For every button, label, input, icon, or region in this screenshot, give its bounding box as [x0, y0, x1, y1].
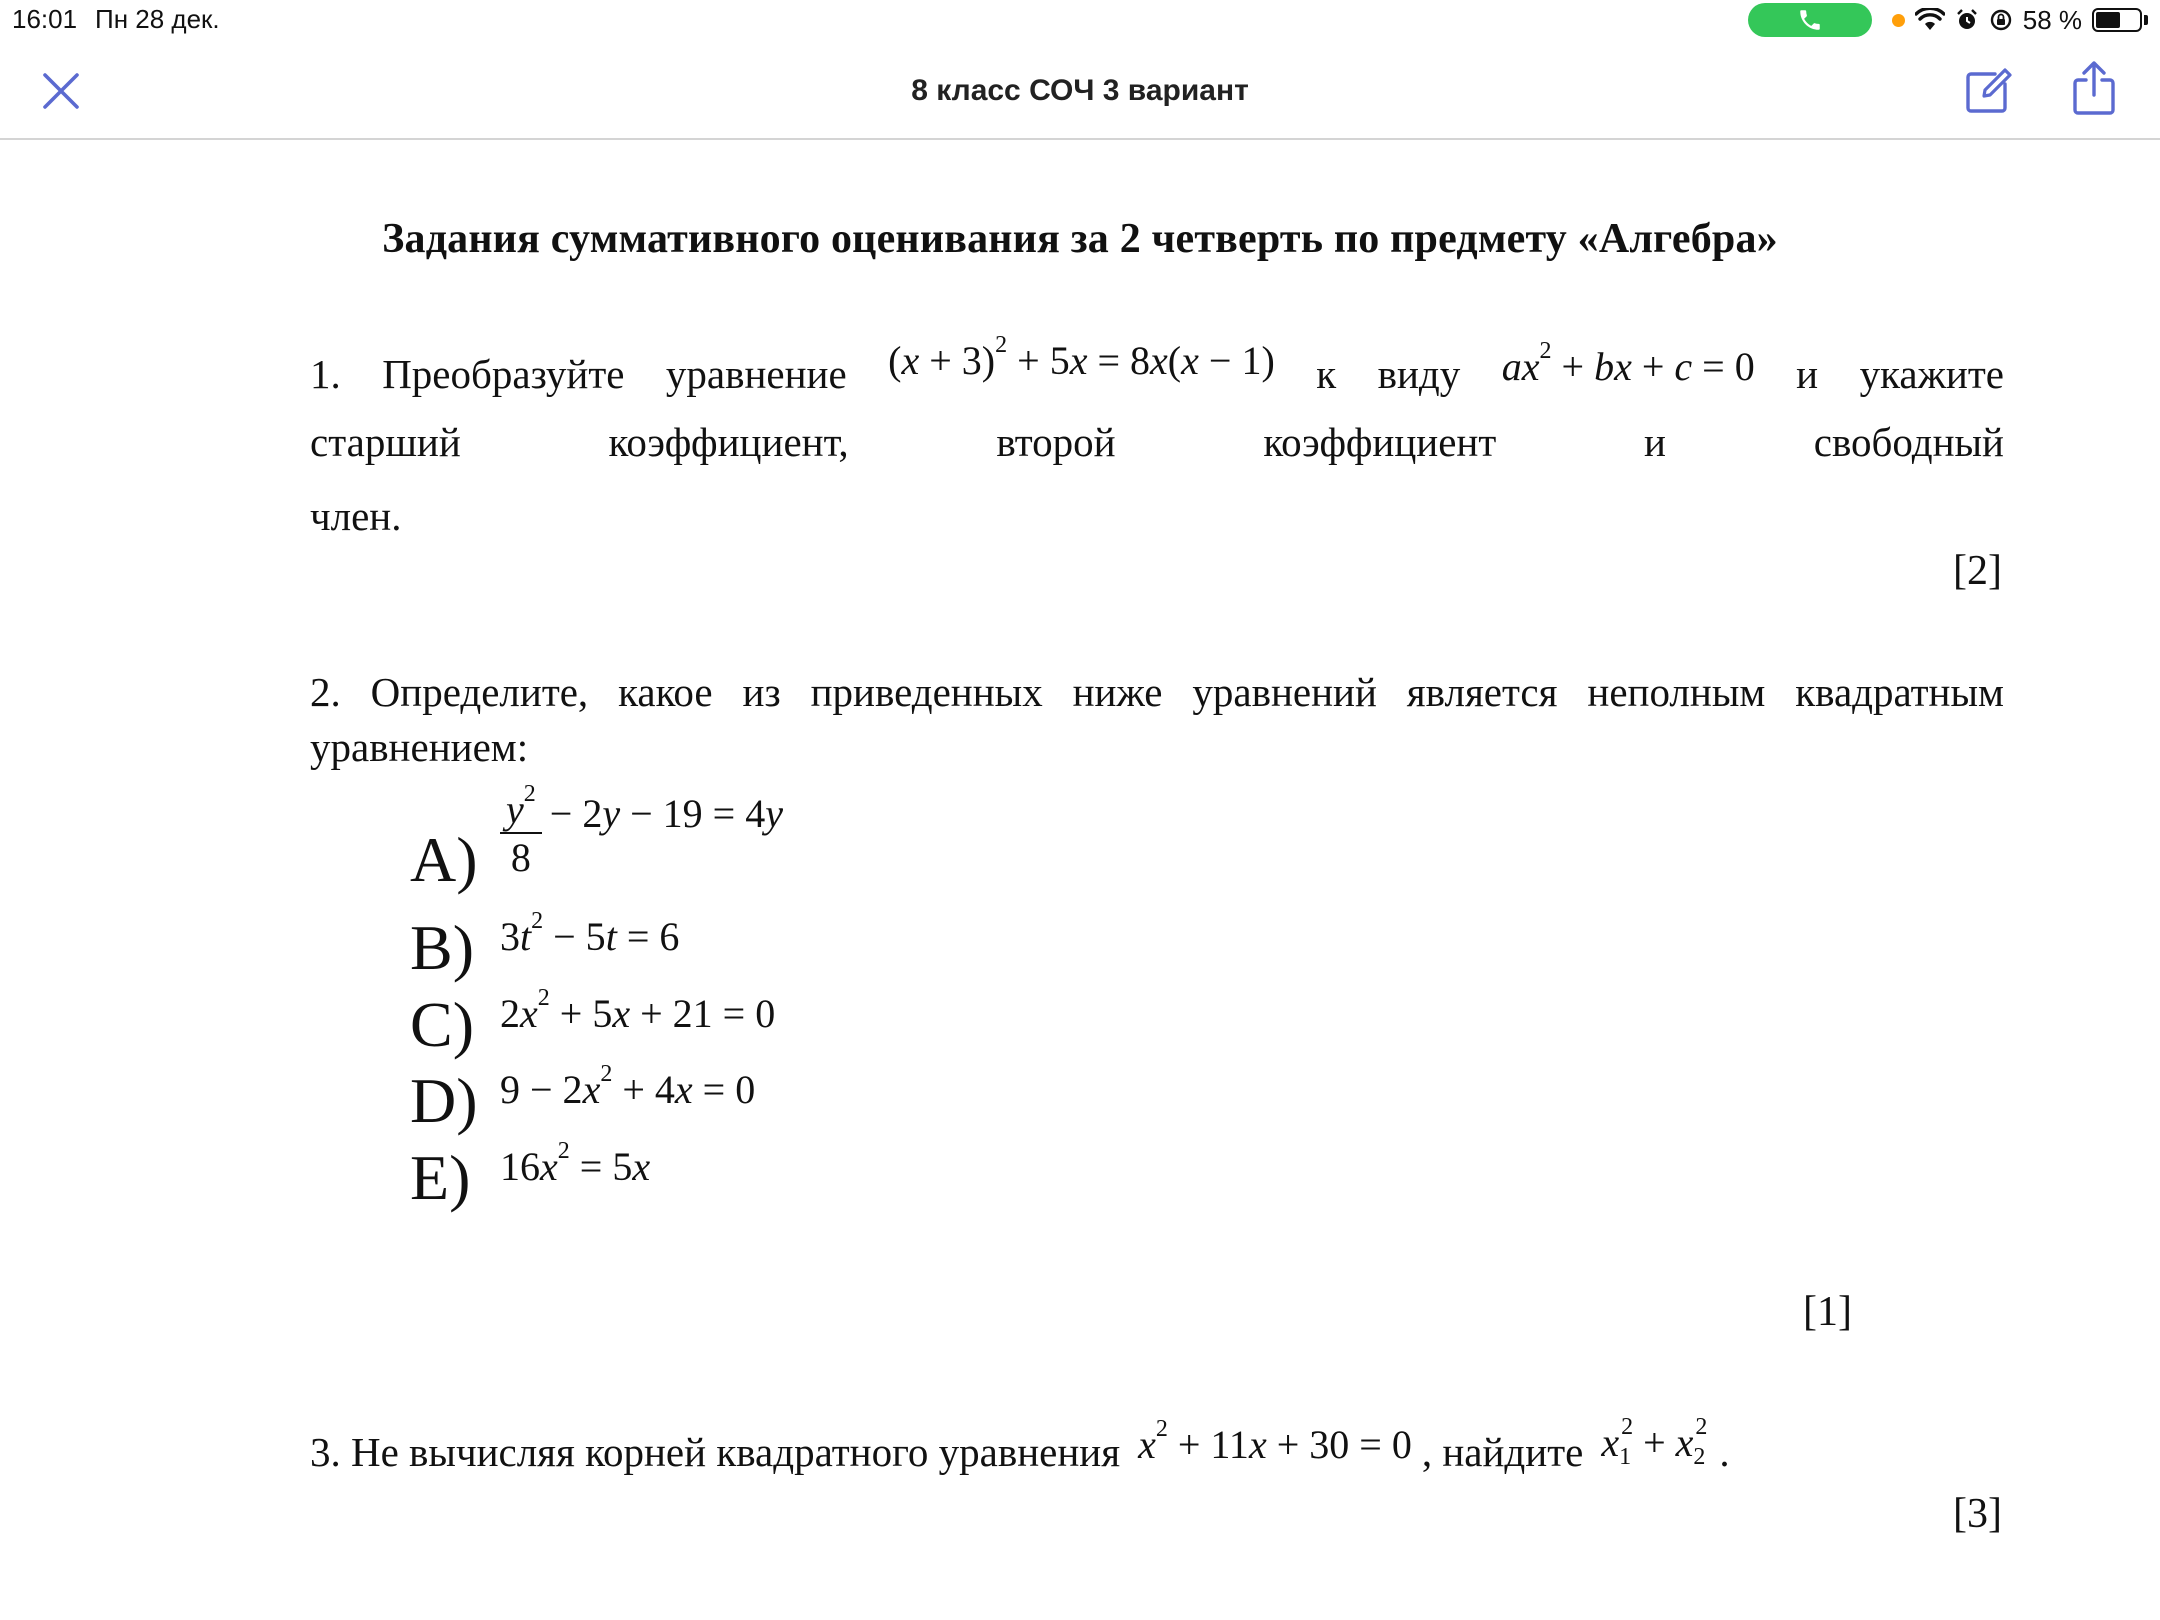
battery-percent: 58 % [2022, 4, 2082, 35]
option-c[interactable] [410, 985, 776, 1060]
option-a-equation: $\frac{y^2}{8}$ − 2y − 19 = 4y [500, 788, 783, 882]
task1-word: свободный [1813, 419, 2004, 465]
status-date: Пн 28 дек. [95, 4, 220, 34]
task3-target: $x_1^2 + x_2^2$ [1601, 1414, 1708, 1470]
task2-line1 [310, 668, 2004, 716]
option-e[interactable] [410, 1138, 651, 1213]
option-b[interactable] [410, 908, 680, 983]
task1-word: коэффициент [1263, 419, 1497, 465]
option-a[interactable] [410, 781, 783, 895]
option-letter: A) [410, 824, 478, 895]
task1-line1 [310, 332, 2004, 398]
wifi-icon [1915, 8, 1945, 32]
task1-word: и [1796, 351, 1819, 397]
share-icon[interactable] [2072, 60, 2116, 116]
active-call-indicator[interactable] [1748, 3, 1872, 37]
status-indicators [1748, 3, 2148, 37]
task3-equation: $x^2 + 11x + 30 = 0$ [1138, 1416, 1412, 1467]
alarm-icon [1955, 8, 1979, 32]
option-letter: D) [410, 1065, 478, 1136]
task3-prefix: 3. Не вычисляя корней квадратного уравнения [310, 1429, 1121, 1475]
task3-points: [3] [1953, 1491, 2002, 1537]
task1-word: к [1316, 351, 1337, 397]
task1-word: коэффициент, [608, 419, 849, 465]
task1-equation-standard: $ax^2$ + bx + c = 0 [1501, 338, 1755, 389]
task2-points: [1] [1803, 1289, 1852, 1335]
document-title: 8 класс СОЧ 3 вариант [911, 74, 1249, 107]
task2-question: 2. Определите, какое из приведенных ниже уравнений является неполным квадратным [310, 669, 2004, 715]
option-letter: B) [410, 912, 474, 983]
task1-word: уравнение [665, 351, 847, 397]
battery-icon [2092, 8, 2142, 32]
option-b-equation: $3t^2 - 5t = 6$ [500, 908, 680, 959]
option-d[interactable] [410, 1061, 756, 1136]
status-time: 16:01 [12, 4, 78, 34]
task3-line [310, 1414, 1730, 1476]
task1-word: виду [1377, 351, 1461, 397]
battery-nub [2144, 15, 2148, 25]
task2-line2: уравнением: [310, 724, 529, 770]
task1-line2 [310, 418, 2004, 466]
task1-word: старший [310, 419, 461, 465]
document-page [0, 140, 2160, 1620]
option-letter: C) [410, 989, 474, 1060]
task1-equation-given: $(x + 3)^2 + 5x = 8x(x - 1)$ [888, 332, 1275, 383]
task3-middle: , найдите [1421, 1429, 1584, 1475]
task1-points: [2] [1953, 548, 2002, 594]
task1-word: Преобразуйте [382, 351, 625, 397]
fraction: $\frac{y^2}{8}$ [500, 788, 542, 882]
task1-word: укажите [1859, 351, 2004, 397]
status-bar [0, 0, 2160, 40]
privacy-indicator-dot [1892, 14, 1905, 27]
document-nav-bar [0, 40, 2160, 140]
task3-suffix: . [1719, 1429, 1730, 1475]
task1-word: и [1644, 419, 1666, 465]
task1-line3: член. [310, 493, 402, 539]
option-e-equation: $16x^2 = 5x$ [500, 1138, 651, 1189]
option-letter: E) [410, 1142, 471, 1213]
task1-word: второй [996, 419, 1116, 465]
battery-level [2096, 12, 2120, 28]
task1-number: 1. [310, 351, 341, 397]
edit-icon[interactable] [1963, 62, 2013, 116]
option-d-equation: $9 - 2x^2 + 4x = 0$ [500, 1061, 756, 1112]
rotation-lock-icon [1989, 8, 2013, 32]
option-c-equation: $2x^2 + 5x + 21 = 0$ [500, 985, 776, 1036]
assessment-title: Задания суммативного оценивания за 2 четверть по предмету «Алгебра» [382, 216, 1778, 262]
phone-icon [1797, 7, 1823, 33]
